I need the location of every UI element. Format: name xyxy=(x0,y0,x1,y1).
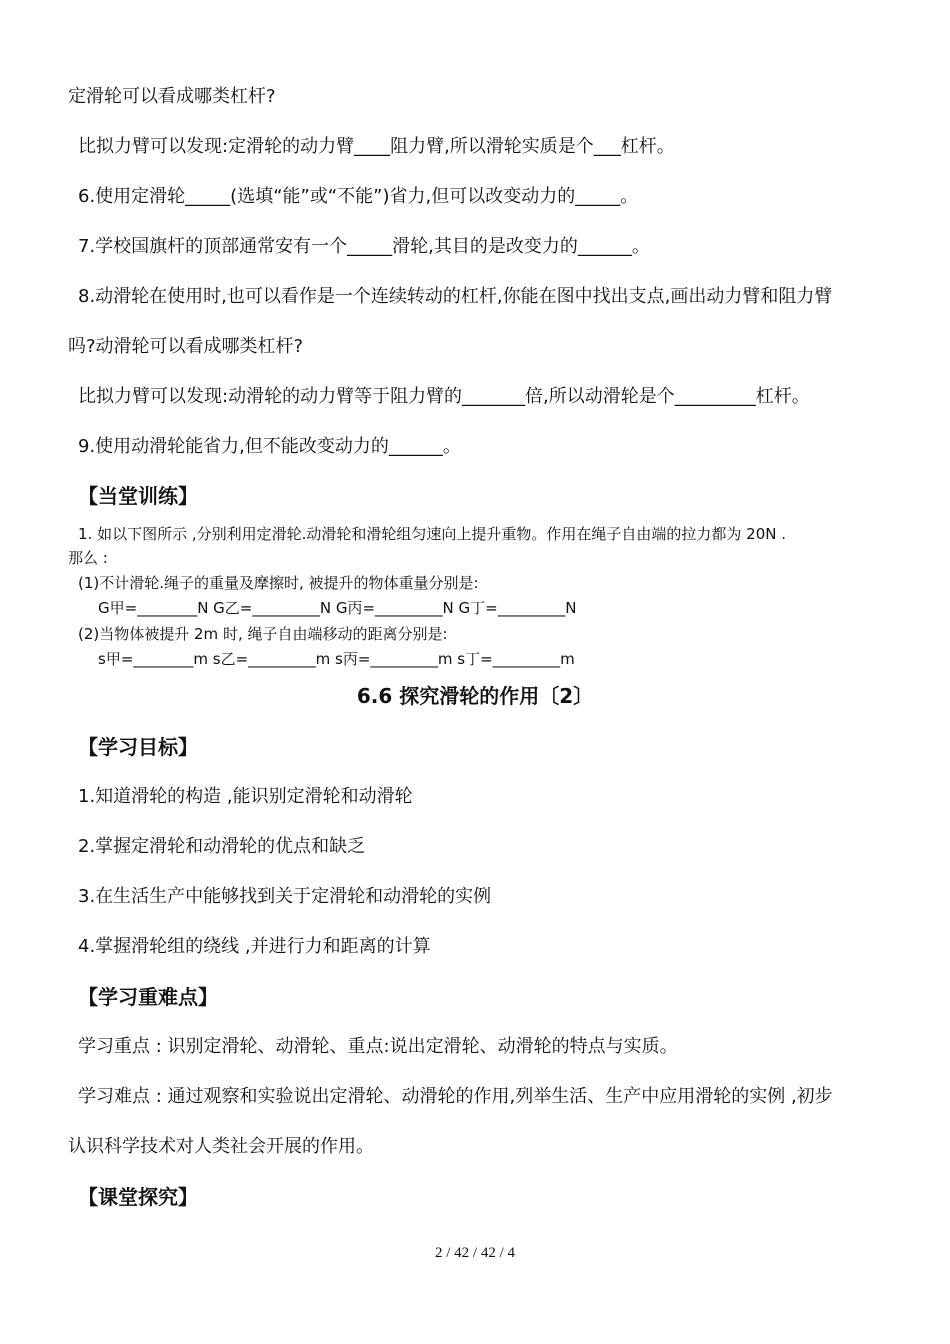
section-heading: 【当堂训练】 xyxy=(78,484,198,508)
exercise-text: (1)不计滑轮.绳子的重量及摩擦时, 被提升的物体重量分别是: xyxy=(78,574,479,592)
page-title: 6.6 探究滑轮的作用〔2〕 xyxy=(356,684,594,708)
exercise-text: 1. 如以下图所示 ,分别利用定滑轮.动滑轮和滑轮组匀速向上提升重物。作用在绳子自由端的拉力都为 20N . xyxy=(78,525,787,543)
paragraph: 9.使用动滑轮能省力,但不能改变动力的______。 xyxy=(78,436,461,457)
list-item: 4.掌握滑轮组的绕线 ,并进行力和距离的计算 xyxy=(78,936,431,957)
exercise-blanks: s甲=________m s乙=_________m s丙=_________m s丁=_________m xyxy=(98,650,575,668)
paragraph: 学习重点 : 识别定滑轮、动滑轮、重点:说出定滑轮、动滑轮的特点与实质。 xyxy=(78,1036,678,1057)
exercise-blanks: G甲=________N G乙=_________N G丙=_________N G丁=_________N xyxy=(98,599,577,617)
paragraph: 学习难点 : 通过观察和实验说出定滑轮、动滑轮的作用,列举生活、生产中应用滑轮的实例 ,初步 xyxy=(78,1086,833,1107)
paragraph: 6.使用定滑轮_____(选填“能”或“不能”)省力,但可以改变动力的_____。 xyxy=(78,186,639,207)
paragraph: 认识科学技术对人类社会开展的作用。 xyxy=(68,1136,374,1157)
exercise-text: 那么 : xyxy=(68,549,108,567)
paragraph: 吗?动滑轮可以看成哪类杠杆? xyxy=(68,336,304,357)
paragraph: 比拟力臂可以发现:定滑轮的动力臂____阻力臂,所以滑轮实质是个___杠杆。 xyxy=(78,136,675,157)
section-heading: 【学习重难点】 xyxy=(78,985,218,1009)
list-item: 1.知道滑轮的构造 ,能识别定滑轮和动滑轮 xyxy=(78,786,413,807)
paragraph: 8.动滑轮在使用时,也可以看作是一个连续转动的杠杆,你能在图中找出支点,画出动力臂和阻力臂 xyxy=(78,286,833,307)
list-item: 2.掌握定滑轮和动滑轮的优点和缺乏 xyxy=(78,836,366,857)
paragraph: 比拟力臂可以发现:动滑轮的动力臂等于阻力臂的_______倍,所以动滑轮是个_________杠杆。 xyxy=(78,386,810,407)
paragraph: 7.学校国旗杆的顶部通常安有一个_____滑轮,其目的是改变力的______。 xyxy=(78,236,650,257)
section-heading: 【学习目标】 xyxy=(78,735,198,759)
list-item: 3.在生活生产中能够找到关于定滑轮和动滑轮的实例 xyxy=(78,886,492,907)
exercise-text: (2)当物体被提升 2m 时, 绳子自由端移动的距离分别是: xyxy=(78,625,448,643)
paragraph: 定滑轮可以看成哪类杠杆? xyxy=(68,86,276,107)
section-heading: 【课堂探究】 xyxy=(78,1185,198,1209)
page-number: 2 / 42 / 42 / 4 xyxy=(434,1245,515,1261)
